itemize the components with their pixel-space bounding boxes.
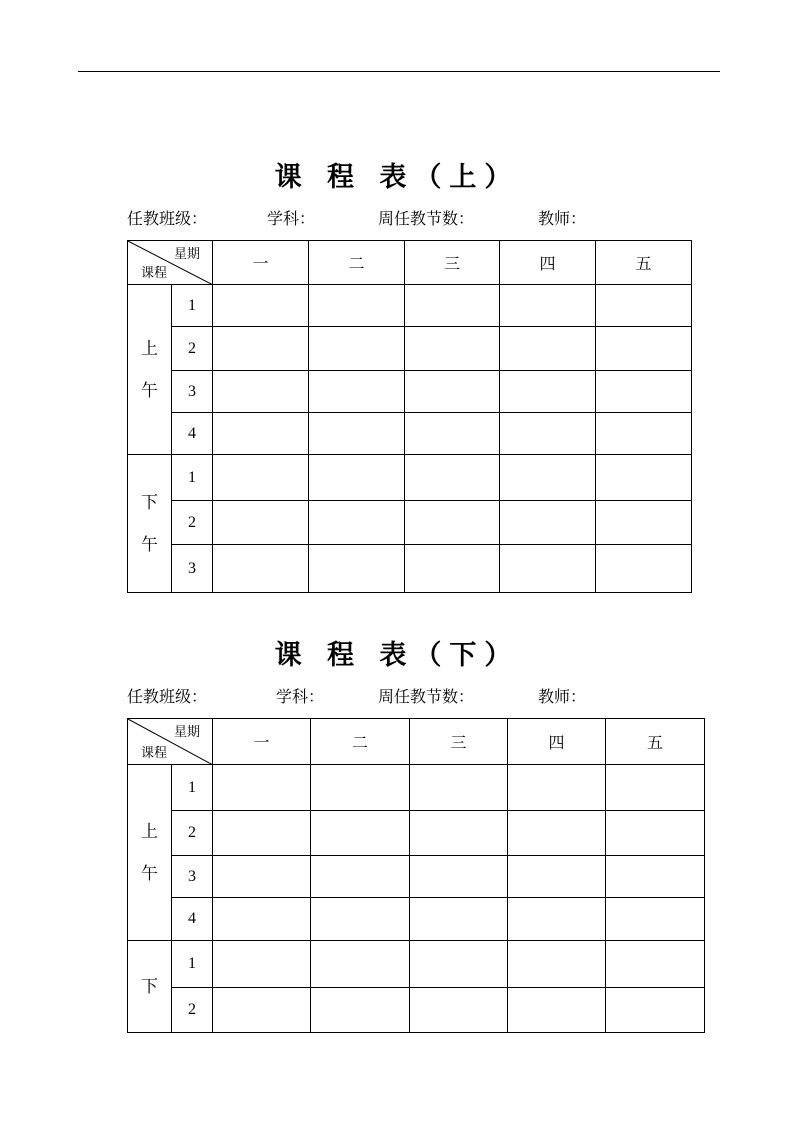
schedule-cell[interactable] bbox=[405, 371, 500, 413]
schedule-cell[interactable] bbox=[213, 327, 309, 371]
table-row bbox=[128, 285, 692, 327]
period-number: 4 bbox=[172, 898, 213, 941]
schedule-cell[interactable] bbox=[500, 327, 596, 371]
period-number: 3 bbox=[172, 545, 213, 593]
schedule-cell[interactable] bbox=[213, 941, 311, 988]
table-header-row bbox=[128, 719, 705, 765]
schedule-cell[interactable] bbox=[508, 941, 606, 988]
schedule-cell[interactable] bbox=[311, 898, 410, 941]
schedule-cell[interactable] bbox=[311, 941, 410, 988]
table-row bbox=[128, 898, 705, 941]
schedule-table-upper bbox=[127, 240, 692, 593]
schedule-cell[interactable] bbox=[405, 285, 500, 327]
schedule-cell[interactable] bbox=[213, 501, 309, 545]
schedule-cell[interactable] bbox=[213, 285, 309, 327]
schedule-cell[interactable] bbox=[500, 455, 596, 501]
schedule-cell[interactable] bbox=[500, 371, 596, 413]
schedule-cell[interactable] bbox=[309, 327, 405, 371]
afternoon-label-cell bbox=[128, 455, 172, 593]
schedule-cell[interactable] bbox=[500, 413, 596, 455]
schedule-cell[interactable] bbox=[410, 941, 508, 988]
day-header: 四 bbox=[508, 719, 606, 765]
schedule-cell[interactable] bbox=[309, 413, 405, 455]
table-row bbox=[128, 327, 692, 371]
day-header: 一 bbox=[213, 719, 311, 765]
schedule-title-upper: 课 程 表（上） bbox=[274, 162, 520, 193]
table-header-row bbox=[128, 241, 692, 285]
schedule-cell[interactable] bbox=[213, 765, 311, 811]
subject-label: 学科： bbox=[267, 209, 316, 228]
period-number: 2 bbox=[172, 988, 213, 1033]
schedule-cell[interactable] bbox=[500, 545, 596, 593]
day-header: 五 bbox=[606, 719, 705, 765]
day-header: 三 bbox=[405, 241, 500, 285]
schedule-cell[interactable] bbox=[508, 898, 606, 941]
morning-label-char: 上 bbox=[141, 821, 158, 842]
schedule-cell[interactable] bbox=[405, 545, 500, 593]
schedule-cell[interactable] bbox=[309, 371, 405, 413]
schedule-cell[interactable] bbox=[606, 856, 705, 898]
schedule-cell[interactable] bbox=[213, 455, 309, 501]
day-header: 二 bbox=[311, 719, 410, 765]
schedule-cell[interactable] bbox=[410, 898, 508, 941]
schedule-table-lower bbox=[127, 718, 705, 1033]
teacher-label: 教师： bbox=[538, 209, 587, 228]
schedule-cell[interactable] bbox=[596, 501, 692, 545]
corner-weekday-label: 星期 bbox=[173, 725, 200, 740]
morning-label-char: 午 bbox=[141, 380, 158, 401]
schedule-cell[interactable] bbox=[410, 988, 508, 1033]
schedule-cell[interactable] bbox=[311, 811, 410, 856]
schedule-cell[interactable] bbox=[606, 898, 705, 941]
schedule-cell[interactable] bbox=[311, 988, 410, 1033]
schedule-cell[interactable] bbox=[596, 413, 692, 455]
period-number: 4 bbox=[172, 413, 213, 455]
afternoon-label-cell bbox=[128, 941, 172, 1033]
morning-label-char: 上 bbox=[141, 338, 158, 359]
schedule-cell[interactable] bbox=[508, 765, 606, 811]
period-number: 1 bbox=[172, 941, 213, 988]
morning-label-cell bbox=[128, 285, 172, 455]
morning-label-cell bbox=[128, 765, 172, 941]
table-row bbox=[128, 545, 692, 593]
schedule-cell[interactable] bbox=[410, 856, 508, 898]
schedule-cell[interactable] bbox=[508, 988, 606, 1033]
schedule-cell[interactable] bbox=[410, 811, 508, 856]
schedule-cell[interactable] bbox=[405, 327, 500, 371]
table-row bbox=[128, 811, 705, 856]
table-row bbox=[128, 501, 692, 545]
period-number: 2 bbox=[172, 327, 213, 371]
day-header: 二 bbox=[309, 241, 405, 285]
corner-cell bbox=[128, 241, 213, 285]
subject-label: 学科： bbox=[276, 687, 325, 706]
schedule-cell[interactable] bbox=[606, 941, 705, 988]
schedule-cell[interactable] bbox=[213, 545, 309, 593]
table-row bbox=[128, 765, 705, 811]
schedule-cell[interactable] bbox=[596, 455, 692, 501]
schedule-cell[interactable] bbox=[213, 898, 311, 941]
schedule-cell[interactable] bbox=[596, 327, 692, 371]
day-header: 一 bbox=[213, 241, 309, 285]
schedule-cell[interactable] bbox=[309, 455, 405, 501]
table-row bbox=[128, 988, 705, 1033]
header-rule bbox=[78, 71, 720, 72]
teacher-label: 教师： bbox=[538, 687, 587, 706]
table-row bbox=[128, 413, 692, 455]
schedule-cell[interactable] bbox=[606, 988, 705, 1033]
schedule-cell[interactable] bbox=[405, 501, 500, 545]
afternoon-label-char: 下 bbox=[141, 976, 158, 997]
table-row bbox=[128, 371, 692, 413]
period-number: 3 bbox=[172, 371, 213, 413]
schedule-cell[interactable] bbox=[405, 413, 500, 455]
corner-course-label: 课程 bbox=[141, 266, 168, 281]
schedule-cell[interactable] bbox=[596, 545, 692, 593]
period-number: 3 bbox=[172, 856, 213, 898]
schedule-cell[interactable] bbox=[309, 501, 405, 545]
period-number: 2 bbox=[172, 501, 213, 545]
schedule-cell[interactable] bbox=[606, 765, 705, 811]
schedule-cell[interactable] bbox=[213, 988, 311, 1033]
class-label: 任教班级： bbox=[127, 209, 208, 228]
schedule-cell[interactable] bbox=[213, 811, 311, 856]
day-header: 五 bbox=[596, 241, 692, 285]
schedule-cell[interactable] bbox=[500, 501, 596, 545]
schedule-cell[interactable] bbox=[311, 765, 410, 811]
period-number: 1 bbox=[172, 285, 213, 327]
period-number: 1 bbox=[172, 455, 213, 501]
period-number: 2 bbox=[172, 811, 213, 856]
schedule-cell[interactable] bbox=[405, 455, 500, 501]
afternoon-label-char: 午 bbox=[141, 534, 158, 555]
weekly-periods-label: 周任教节数： bbox=[378, 687, 475, 706]
class-label: 任教班级： bbox=[127, 687, 208, 706]
day-header: 三 bbox=[410, 719, 508, 765]
schedule-cell[interactable] bbox=[596, 285, 692, 327]
schedule-cell[interactable] bbox=[213, 856, 311, 898]
schedule-cell[interactable] bbox=[508, 856, 606, 898]
schedule-cell[interactable] bbox=[500, 285, 596, 327]
morning-label-char: 午 bbox=[141, 863, 158, 884]
schedule-cell[interactable] bbox=[596, 371, 692, 413]
schedule-cell[interactable] bbox=[309, 285, 405, 327]
schedule-cell[interactable] bbox=[309, 545, 405, 593]
schedule-cell[interactable] bbox=[213, 371, 309, 413]
corner-course-label: 课程 bbox=[141, 746, 168, 761]
table-row bbox=[128, 455, 692, 501]
schedule-cell[interactable] bbox=[606, 811, 705, 856]
table-row bbox=[128, 856, 705, 898]
schedule-cell[interactable] bbox=[508, 811, 606, 856]
period-number: 1 bbox=[172, 765, 213, 811]
schedule-cell[interactable] bbox=[213, 413, 309, 455]
table-row bbox=[128, 941, 705, 988]
weekly-periods-label: 周任教节数： bbox=[378, 209, 475, 228]
afternoon-label-char: 下 bbox=[141, 492, 158, 513]
schedule-cell[interactable] bbox=[410, 765, 508, 811]
corner-weekday-label: 星期 bbox=[173, 247, 200, 262]
corner-cell bbox=[128, 719, 213, 765]
day-header: 四 bbox=[500, 241, 596, 285]
schedule-cell[interactable] bbox=[311, 856, 410, 898]
schedule-title-lower: 课 程 表（下） bbox=[274, 640, 520, 671]
